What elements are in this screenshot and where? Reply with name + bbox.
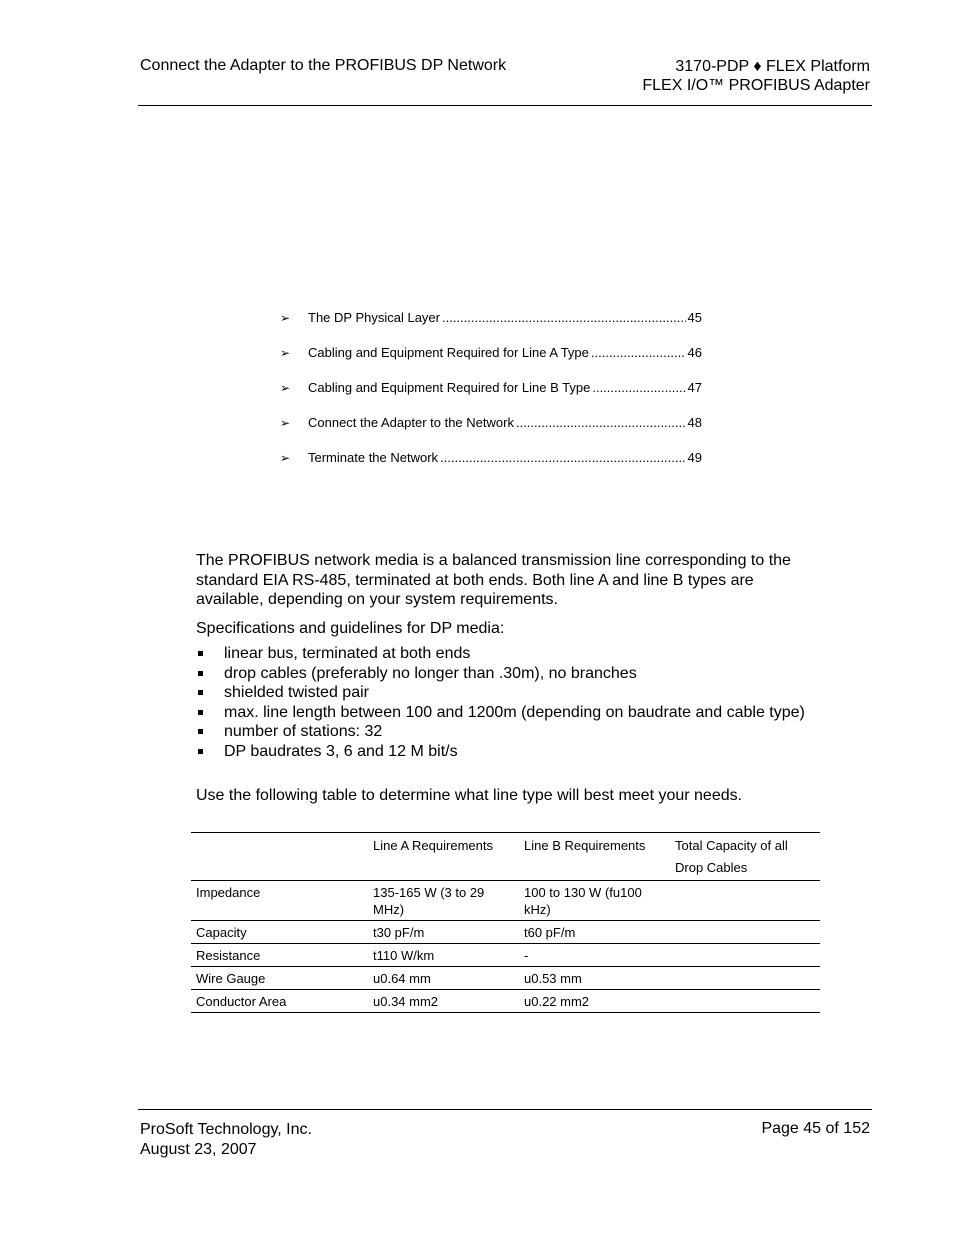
arrow-bullet-icon: ➢ bbox=[280, 451, 291, 465]
table-header-cell: Total Capacity of all Drop Cables bbox=[670, 833, 820, 881]
table-cell bbox=[670, 921, 820, 944]
table-cell bbox=[670, 944, 820, 967]
table-cell bbox=[670, 967, 820, 990]
table-cell: t110 W/km bbox=[368, 944, 519, 967]
arrow-bullet-icon: ➢ bbox=[280, 311, 291, 325]
toc-item-title: Terminate the Network bbox=[308, 450, 439, 465]
toc-leader-dots bbox=[442, 310, 686, 325]
toc-item-title: The DP Physical Layer bbox=[308, 310, 440, 325]
spec-bullet-item: number of stations: 32 bbox=[196, 722, 816, 742]
toc-item-page: 49 bbox=[687, 450, 702, 465]
table-top-spacer bbox=[191, 810, 820, 833]
table-cell: 135-165 W (3 to 29 MHz) bbox=[368, 881, 519, 921]
table-cell: u0.34 mm2 bbox=[368, 990, 519, 1013]
table-cell: t60 pF/m bbox=[519, 921, 670, 944]
spec-bullet-item: linear bus, terminated at both ends bbox=[196, 644, 816, 664]
toc-leader-dots bbox=[592, 380, 685, 395]
footer-date: August 23, 2007 bbox=[140, 1140, 257, 1158]
header-product-line1: 3170-PDP ♦ FLEX Platform bbox=[675, 58, 870, 75]
table-cell: t30 pF/m bbox=[368, 921, 519, 944]
table-row bbox=[191, 944, 820, 967]
table-cell: 100 to 130 W (fu100 kHz) bbox=[519, 881, 670, 921]
toc-item-page: 45 bbox=[687, 310, 702, 325]
toc-item[interactable] bbox=[280, 345, 702, 380]
table-cell: u0.64 mm bbox=[368, 967, 519, 990]
table-lead-paragraph: Use the following table to determine what line type will best meet your needs. bbox=[196, 787, 743, 804]
toc-item-title: Cabling and Equipment Required for Line B Type bbox=[308, 380, 591, 395]
spec-bullet-item: DP baudrates 3, 6 and 12 M bit/s bbox=[196, 742, 816, 762]
toc-leader-dots bbox=[440, 450, 685, 465]
intro-paragraph: The PROFIBUS network media is a balanced transmission line corresponding to the standard EIA RS-485, terminated at both ends. Both line A and line B types are available, depending on your system requirements. bbox=[196, 552, 791, 608]
toc-item-page: 46 bbox=[687, 345, 702, 360]
table-header-cell: Line B Requirements bbox=[519, 833, 670, 881]
table-cell: Conductor Area bbox=[191, 990, 368, 1013]
spec-bullet-list bbox=[196, 644, 816, 761]
table-cell: - bbox=[519, 944, 670, 967]
table-row bbox=[191, 881, 820, 921]
table-cell: Capacity bbox=[191, 921, 368, 944]
spec-lead-paragraph: Specifications and guidelines for DP media: bbox=[196, 620, 505, 637]
footer-publisher bbox=[140, 1120, 312, 1159]
table-cell: Resistance bbox=[191, 944, 368, 967]
toc-item-page: 47 bbox=[687, 380, 702, 395]
header-chapter-title: Connect the Adapter to the PROFIBUS DP Network bbox=[140, 57, 507, 74]
spec-bullet-item: max. line length between 100 and 1200m (depending on baudrate and cable type) bbox=[196, 703, 816, 723]
toc-item-title: Cabling and Equipment Required for Line A Type bbox=[308, 345, 589, 360]
toc-leader-dots bbox=[516, 415, 686, 430]
table-cell bbox=[670, 990, 820, 1013]
section-toc bbox=[280, 310, 702, 485]
spec-bullet-item: shielded twisted pair bbox=[196, 683, 816, 703]
arrow-bullet-icon: ➢ bbox=[280, 346, 291, 360]
arrow-bullet-icon: ➢ bbox=[280, 381, 291, 395]
toc-leader-dots bbox=[591, 345, 686, 360]
footer-company: ProSoft Technology, Inc. bbox=[140, 1121, 312, 1138]
header-product-line2: FLEX I/O™ PROFIBUS Adapter bbox=[642, 77, 870, 94]
table-cell: Impedance bbox=[191, 881, 368, 921]
footer-page-number: Page 45 of 152 bbox=[761, 1120, 870, 1137]
toc-item[interactable] bbox=[280, 415, 702, 450]
table-cell bbox=[670, 881, 820, 921]
line-requirements-table bbox=[191, 810, 820, 1013]
toc-item-page: 48 bbox=[687, 415, 702, 430]
table-cell: u0.53 mm bbox=[519, 967, 670, 990]
table-row bbox=[191, 967, 820, 990]
toc-item[interactable] bbox=[280, 310, 702, 345]
table-row bbox=[191, 990, 820, 1013]
table-header-cell: Line A Requirements bbox=[368, 833, 519, 881]
toc-item[interactable] bbox=[280, 380, 702, 415]
header-product bbox=[642, 57, 870, 95]
table-row bbox=[191, 921, 820, 944]
table-header-row bbox=[191, 833, 820, 881]
table-cell: Wire Gauge bbox=[191, 967, 368, 990]
footer-divider bbox=[138, 1109, 872, 1110]
toc-item-title: Connect the Adapter to the Network bbox=[308, 415, 514, 430]
spec-bullet-item: drop cables (preferably no longer than .30m), no branches bbox=[196, 664, 816, 684]
table-cell: u0.22 mm2 bbox=[519, 990, 670, 1013]
arrow-bullet-icon: ➢ bbox=[280, 416, 291, 430]
header-divider bbox=[138, 105, 872, 106]
toc-item[interactable] bbox=[280, 450, 702, 485]
table-header-cell bbox=[191, 833, 368, 881]
